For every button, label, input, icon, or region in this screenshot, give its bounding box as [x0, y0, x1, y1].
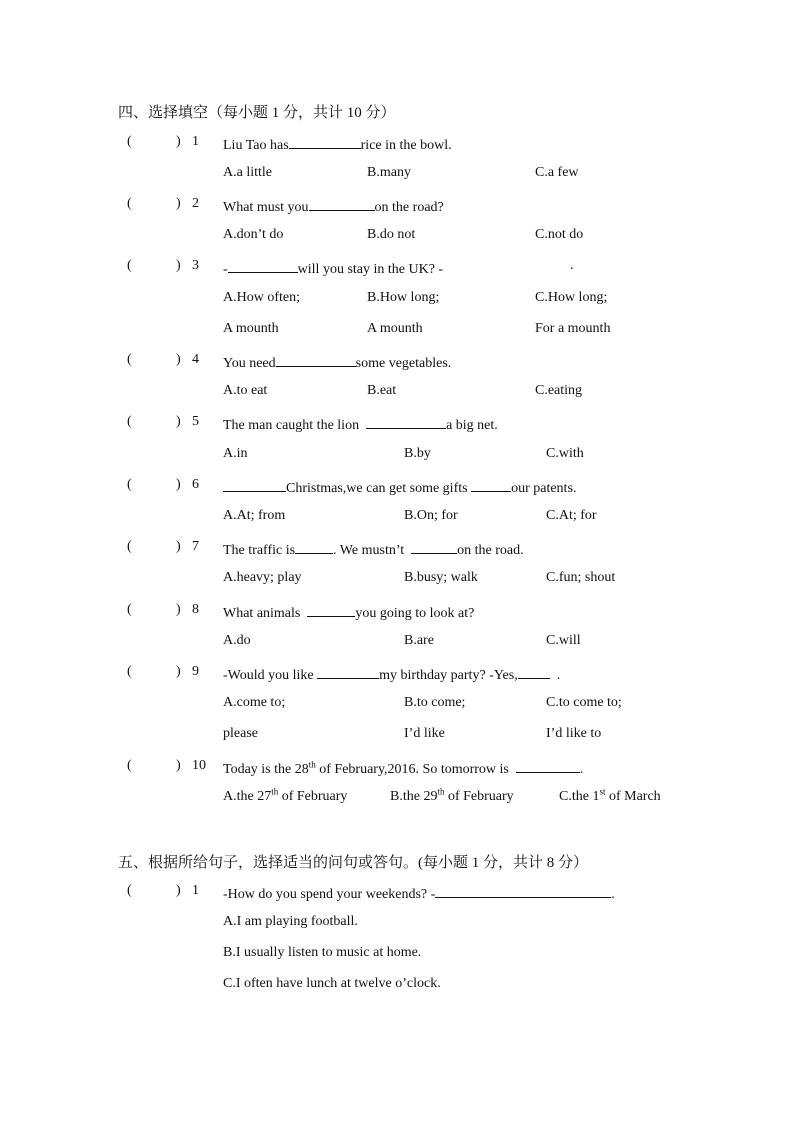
question-stem: The traffic is . We mustn’t on the road. [223, 539, 524, 559]
answer-paren-open: ( [127, 758, 132, 773]
option-a: A.do [223, 633, 251, 648]
answer-paren-open: ( [127, 477, 132, 492]
answer-paren-close: ) [176, 258, 181, 273]
option-c: C.will [546, 633, 581, 648]
question-row [0, 258, 794, 278]
question-number: 1 [192, 883, 199, 898]
option-b: B.I usually listen to music at home. [223, 945, 422, 960]
option-a: A.How often; [223, 290, 300, 305]
option-b: B.busy; walk [404, 570, 478, 585]
option-c: C.I often have lunch at twelve o’clock. [223, 976, 441, 991]
option-b: B.the 29th of February [390, 786, 514, 804]
answer-blank[interactable] [295, 539, 333, 554]
question-number: 2 [192, 196, 199, 211]
option-a: A.At; from [223, 508, 286, 523]
answer-paren-open: ( [127, 602, 132, 617]
question-stem: -Would you like my birthday party? -Yes, . [223, 664, 560, 684]
answer-paren-close: ) [176, 196, 181, 211]
question-row [0, 883, 794, 903]
answer-paren-open: ( [127, 196, 132, 211]
option-b: B.eat [367, 383, 397, 398]
option-b: B.to come; [404, 695, 466, 710]
option-b: B.many [367, 165, 411, 180]
question-row [0, 196, 794, 216]
period: . [570, 258, 574, 273]
answer-paren-open: ( [127, 539, 132, 554]
option-b: B.How long; [367, 290, 440, 305]
question-row [0, 414, 794, 434]
option-a: A.in [223, 446, 248, 461]
question-stem: Christmas,we can get some gifts our patents. [223, 477, 576, 497]
question-number: 4 [192, 352, 199, 367]
option-c-cont: I’d like to [546, 726, 602, 741]
section-4-title: 四、选择填空（每小题 1 分，共计 10 分） [118, 105, 396, 121]
options-row [0, 446, 794, 466]
option-a: A.the 27th of February [223, 786, 348, 804]
question-stem: Liu Tao has rice in the bowl. [223, 134, 452, 154]
option-c: C.At; for [546, 508, 597, 523]
option-a: A.come to; [223, 695, 286, 710]
answer-blank[interactable] [516, 758, 580, 773]
option-c: C.to come to; [546, 695, 622, 710]
option-c: C.with [546, 446, 584, 461]
answer-paren-open: ( [127, 258, 132, 273]
question-number: 1 [192, 134, 199, 149]
options-row-continued [0, 726, 794, 746]
options-row-continued [0, 321, 794, 341]
option-b: B.are [404, 633, 434, 648]
option-c: C.not do [535, 227, 584, 242]
option-a: A.to eat [223, 383, 268, 398]
question-row [0, 758, 794, 778]
option-c: C.How long; [535, 290, 608, 305]
answer-blank[interactable] [276, 352, 356, 367]
answer-paren-open: ( [127, 134, 132, 149]
question-stem: The man caught the lion a big net. [223, 414, 498, 434]
answer-paren-close: ) [176, 883, 181, 898]
question-stem: Today is the 28th of February,2016. So tomorrow is . [223, 759, 584, 777]
question-row [0, 539, 794, 559]
answer-paren-close: ) [176, 539, 181, 554]
question-row [0, 352, 794, 372]
options-row [0, 695, 794, 715]
option-b: B.On; for [404, 508, 458, 523]
option-c: C.eating [535, 383, 583, 398]
answer-blank[interactable] [471, 477, 511, 492]
question-row [0, 664, 794, 684]
question-number: 9 [192, 664, 199, 679]
option-c: C.a few [535, 165, 579, 180]
question-number: 6 [192, 477, 199, 492]
question-number: 3 [192, 258, 199, 273]
options-row [0, 570, 794, 590]
option-b: B.do not [367, 227, 416, 242]
answer-paren-close: ) [176, 414, 181, 429]
option-a: A.heavy; play [223, 570, 302, 585]
option-line [0, 976, 794, 996]
option-b: B.by [404, 446, 431, 461]
answer-blank[interactable] [411, 539, 457, 554]
options-row [0, 383, 794, 403]
question-row [0, 134, 794, 154]
answer-paren-open: ( [127, 883, 132, 898]
answer-blank[interactable] [228, 258, 298, 273]
option-a: A.I am playing football. [223, 914, 358, 929]
option-c: C.fun; shout [546, 570, 616, 585]
question-number: 7 [192, 539, 199, 554]
answer-blank[interactable] [317, 664, 379, 679]
question-number: 10 [192, 758, 206, 773]
option-a: A.a little [223, 165, 272, 180]
option-a: A.don’t do [223, 227, 284, 242]
options-row [0, 290, 794, 310]
options-row [0, 508, 794, 528]
option-line [0, 945, 794, 965]
answer-blank[interactable] [289, 134, 361, 149]
question-row [0, 602, 794, 622]
answer-blank[interactable] [435, 883, 611, 898]
question-number: 5 [192, 414, 199, 429]
question-stem: What must you on the road? [223, 196, 444, 216]
options-row [0, 165, 794, 185]
question-row [0, 477, 794, 497]
option-line [0, 914, 794, 934]
option-b-cont: A mounth [367, 321, 423, 336]
section-5-title: 五、根据所给句子，选择适当的问句或答句。(每小题 1 分，共计 8 分） [118, 855, 588, 871]
question-stem: What animals you going to look at? [223, 602, 474, 622]
option-a-cont: A mounth [223, 321, 279, 336]
option-b-cont: I’d like [404, 726, 445, 741]
option-c-cont: For a mounth [535, 321, 611, 336]
options-row [0, 227, 794, 247]
answer-paren-close: ) [176, 758, 181, 773]
answer-blank[interactable] [366, 414, 446, 429]
option-a-cont: please [223, 726, 258, 741]
answer-paren-open: ( [127, 664, 132, 679]
answer-paren-open: ( [127, 352, 132, 367]
question-stem: You need some vegetables. [223, 352, 451, 372]
answer-blank[interactable] [223, 477, 286, 492]
question-stem: -How do you spend your weekends? - . [223, 883, 615, 903]
answer-paren-close: ) [176, 602, 181, 617]
answer-blank[interactable] [309, 196, 375, 211]
answer-paren-open: ( [127, 414, 132, 429]
answer-blank[interactable] [518, 664, 550, 679]
options-row [0, 633, 794, 653]
answer-paren-close: ) [176, 134, 181, 149]
question-stem: - will you stay in the UK? - [223, 258, 443, 278]
answer-paren-close: ) [176, 352, 181, 367]
answer-paren-close: ) [176, 664, 181, 679]
option-c: C.the 1st of March [559, 786, 661, 804]
question-number: 8 [192, 602, 199, 617]
options-row [0, 786, 794, 809]
answer-paren-close: ) [176, 477, 181, 492]
answer-blank[interactable] [307, 602, 355, 617]
